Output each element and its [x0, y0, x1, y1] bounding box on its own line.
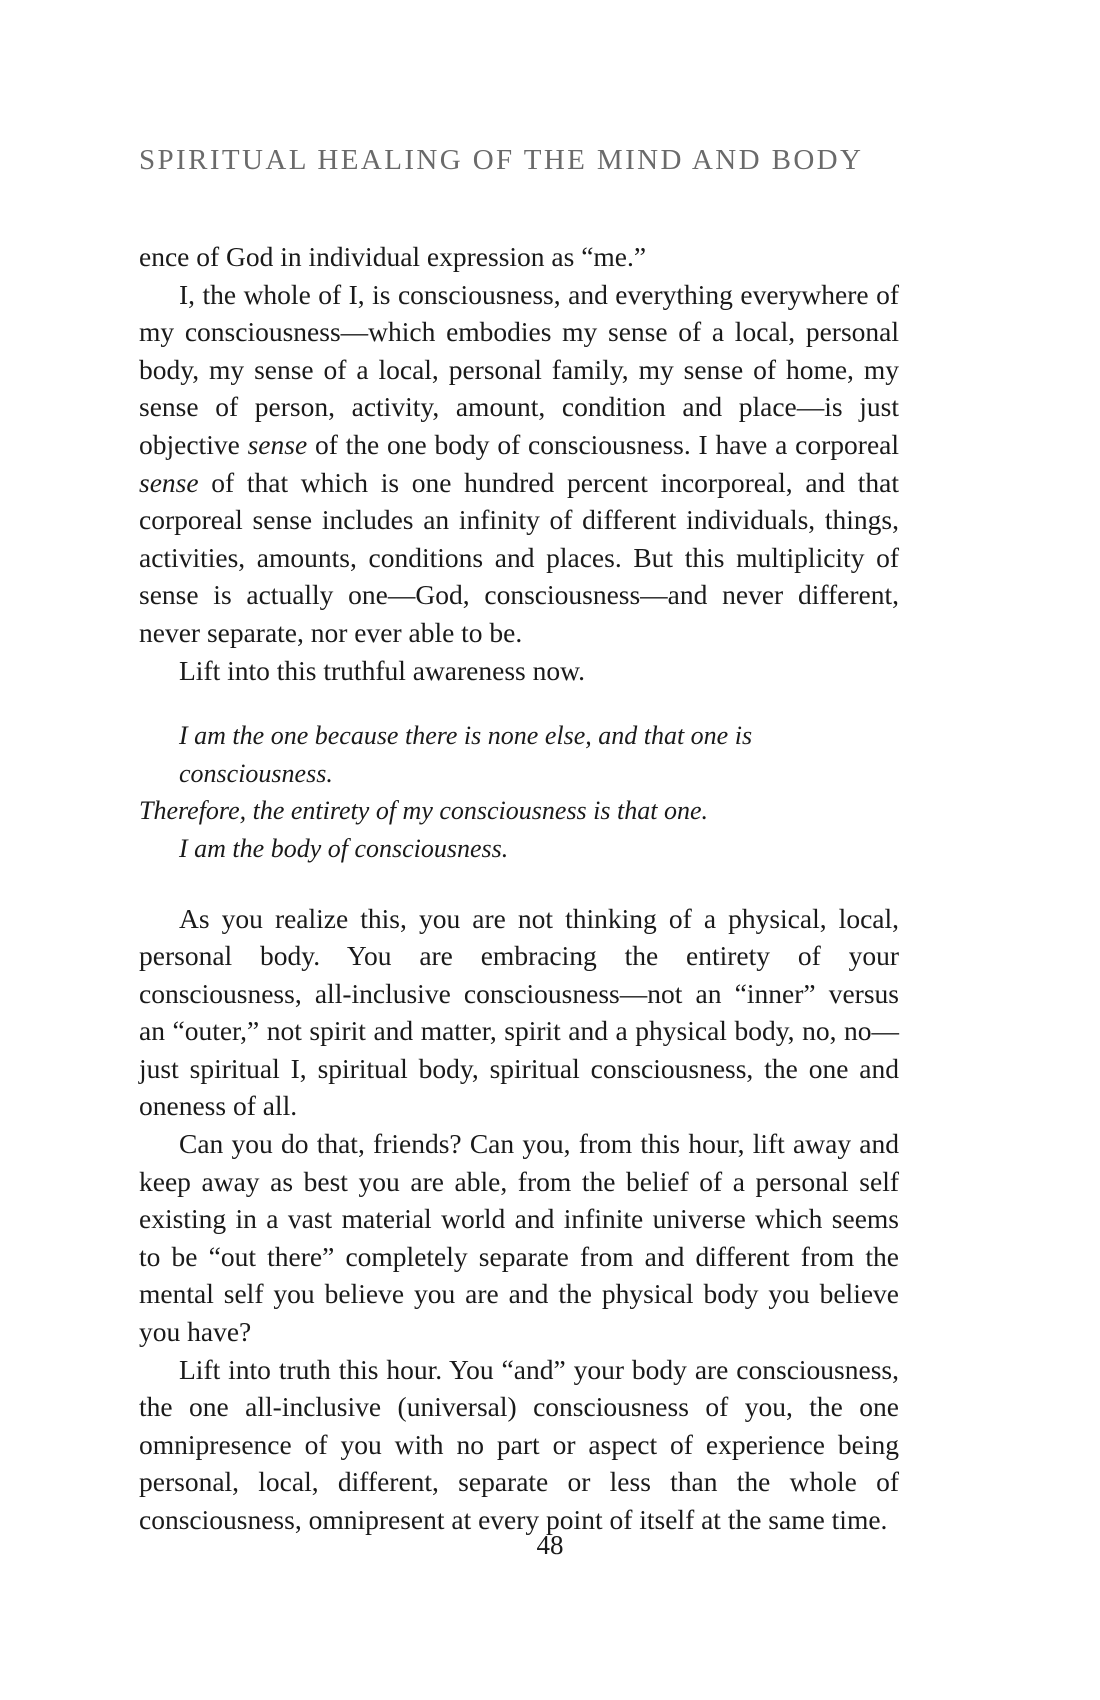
running-header-title: SPIRITUAL HEALING OF THE MIND AND BODY [139, 144, 864, 176]
meditation-quote [139, 717, 899, 867]
paragraph-2-middle: of the one body of consciousness. I have a corporeal [307, 428, 900, 460]
paragraph-2-start: I, the whole of I, is consciousness, and everything everywhere of my consciousness—which embodies my sense of a local, personal body, my sense of a local, personal family, my sense of home, my sense of person, activity, amount, condition and place—is just objective [139, 278, 899, 460]
paragraph-2-end: of that which is one hundred percent incorporeal, and that corporeal sense includes an infinity of different individuals, things, activities, amounts, conditions and places. But this multiplicity of sense is actually one—God, consciousness—and never different, never separate, nor ever able to be. [139, 466, 899, 648]
quote-line-2: Therefore, the entirety of my consciousness is that one. [139, 796, 709, 826]
quote-line-3: I am the body of consciousness. [179, 833, 509, 863]
paragraph-2 [139, 276, 899, 652]
paragraph-6: Lift into truth this hour. You “and” your body are consciousness, the one all-inclusive (universal) consciousness of you, the one omnipresence of you with no part or aspect of experience being personal, local, different, separate or less than the whole of consciousness, omnipresent at every point of itself at the same time. [139, 1353, 899, 1535]
paragraph-continuation: ence of God in individual expression as “me.” [139, 241, 647, 272]
paragraph-5: Can you do that, friends? Can you, from this hour, lift away and keep away as best you are able, from the belief of a personal self existing in a vast material world and infinite universe which seems to be “out there” completely separate from and different from the mental self you believe you are and the physical body you believe you have? [139, 1128, 899, 1348]
emphasis-sense-2: sense [139, 466, 199, 498]
body-text [139, 238, 899, 1539]
page-number: 48 [536, 1530, 564, 1560]
paragraph-4: As you realize this, you are not thinking of a physical, local, personal body. You are embracing the entirety of your consciousness, all-inclusive consciousness—not an “inner” versus an “outer,” not spirit and matter, spirit and a physical body, no, no—just spiritual I, spiritual body, spiritual consciousness, the one and oneness of all. [139, 902, 899, 1122]
quote-line-1: I am the one because there is none else, and that one is consciousness. [179, 721, 753, 788]
paragraph-3: Lift into this truthful awareness now. [179, 654, 586, 686]
emphasis-sense-1: sense [247, 428, 308, 460]
